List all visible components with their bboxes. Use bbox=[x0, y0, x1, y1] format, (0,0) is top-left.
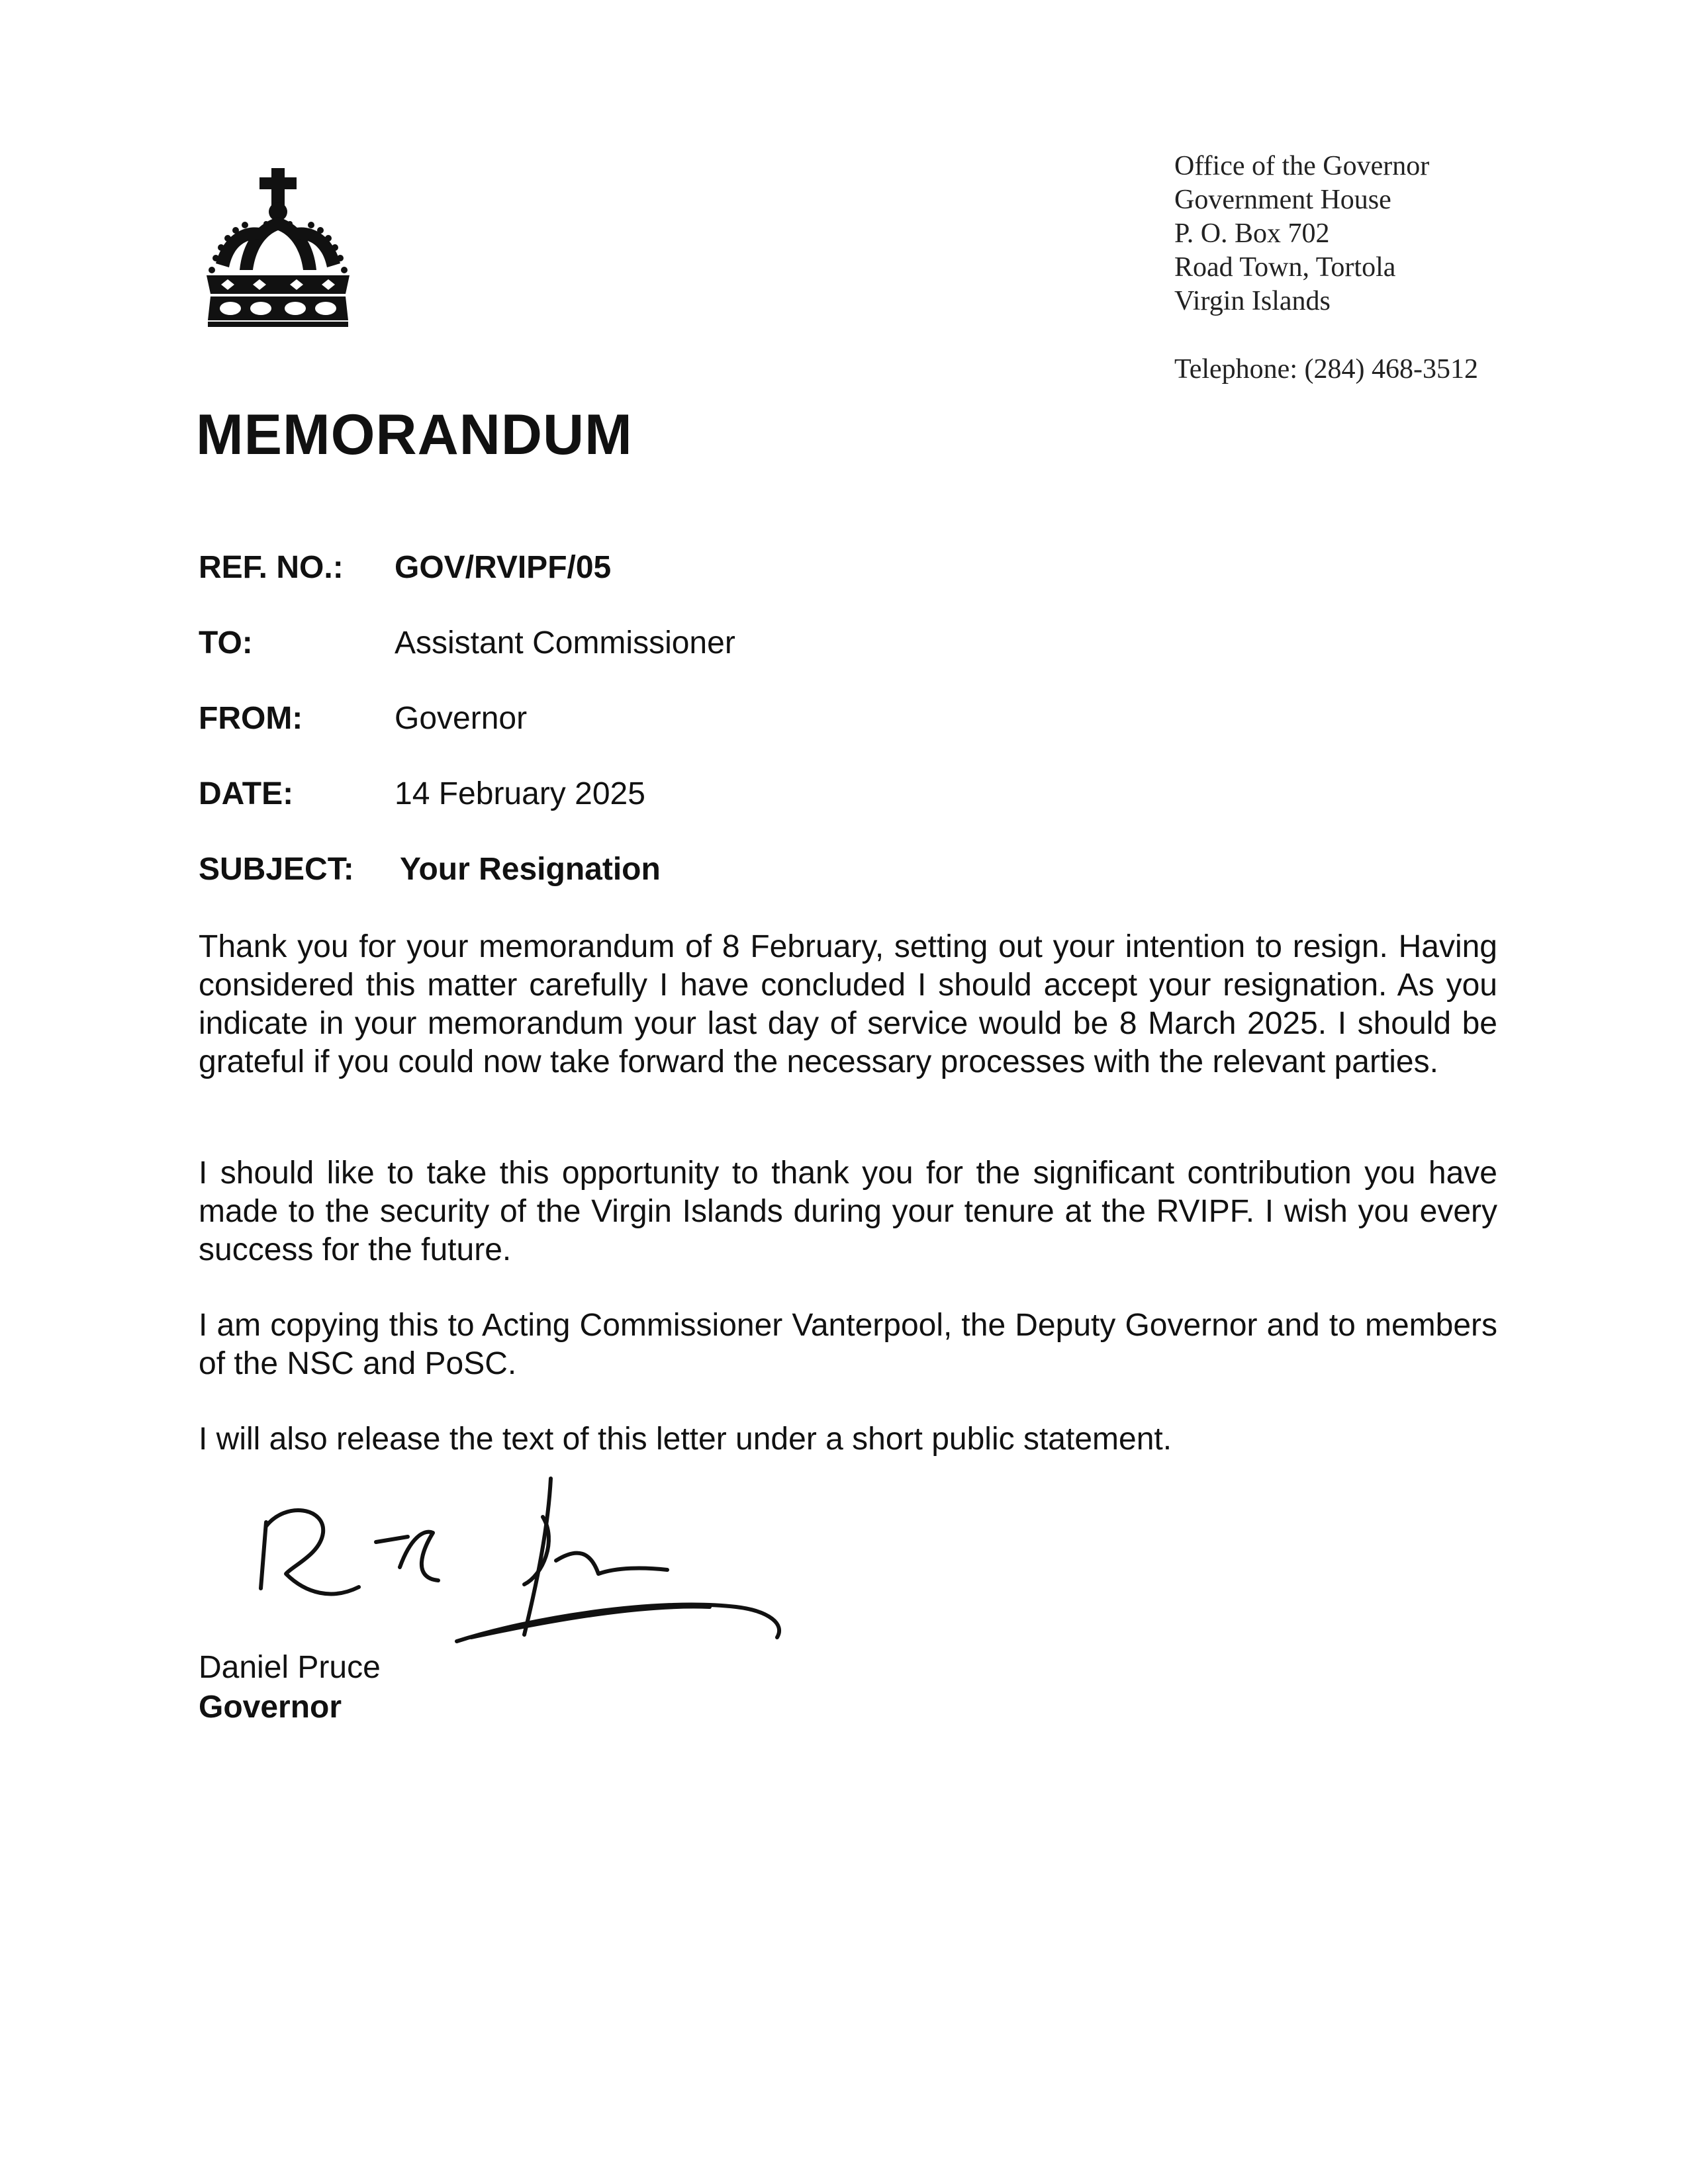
office-telephone: Telephone: (284) 468-3512 bbox=[1174, 354, 1478, 385]
memo-title: MEMORANDUM bbox=[196, 403, 633, 467]
date-value: 14 February 2025 bbox=[395, 776, 645, 811]
subject-label: SUBJECT: bbox=[199, 852, 354, 887]
ref-label: REF. NO.: bbox=[199, 550, 344, 585]
to-label: TO: bbox=[199, 625, 253, 660]
crown-crest-icon bbox=[196, 164, 360, 330]
body-paragraph-2: I should like to take this opportunity to thank you for the significant contribution you have made to the security of the Virgin Islands during your tenure at the RVIPF. I wish you every success for the future. bbox=[199, 1156, 1497, 1267]
office-line: Office of the Governor bbox=[1174, 151, 1430, 181]
ref-value: GOV/RVIPF/05 bbox=[395, 550, 612, 585]
body-paragraph-4: I will also release the text of this letter under a short public statement. bbox=[199, 1422, 1172, 1457]
signatory-name: Daniel Pruce bbox=[199, 1650, 381, 1685]
office-line: P. O. Box 702 bbox=[1174, 218, 1330, 249]
subject-value: Your Resignation bbox=[400, 852, 661, 887]
office-address-block bbox=[1174, 150, 1598, 387]
office-line: Road Town, Tortola bbox=[1174, 252, 1396, 283]
to-value: Assistant Commissioner bbox=[395, 625, 735, 660]
office-line: Virgin Islands bbox=[1174, 286, 1331, 316]
from-value: Governor bbox=[395, 701, 528, 736]
signatory-title: Governor bbox=[199, 1690, 342, 1725]
body-paragraph-1: Thank you for your memorandum of 8 February, setting out your intention to resign. Having considered this matter carefully I have concluded I should accept your resignation. As you indicate in your memorandum your last day of service would be 8 March 2025. I should be grateful if you could now take forward the necessary processes with the relevant parties. bbox=[199, 929, 1497, 1079]
handwritten-signature bbox=[246, 1468, 842, 1647]
date-label: DATE: bbox=[199, 776, 294, 811]
office-line: Government House bbox=[1174, 185, 1391, 215]
body-paragraph-3: I am copying this to Acting Commissioner Vanterpool, the Deputy Governor and to members of the NSC and PoSC. bbox=[199, 1308, 1497, 1381]
from-label: FROM: bbox=[199, 701, 303, 736]
